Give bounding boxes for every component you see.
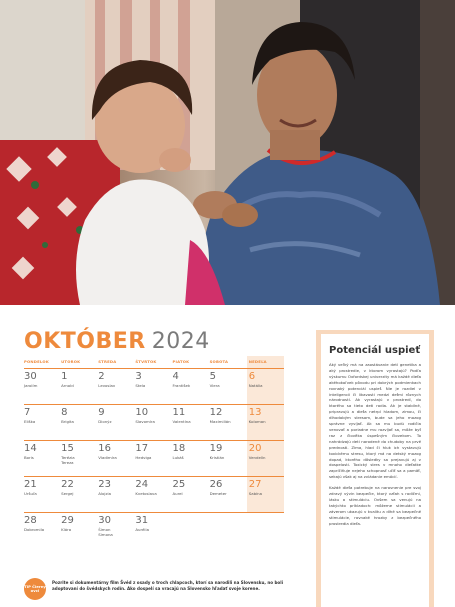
nameday: Arnold [61, 383, 74, 388]
day-cell [210, 513, 247, 548]
day-number: 30 [98, 515, 111, 526]
weekday-label: PIATOK [172, 359, 190, 364]
day-cell [61, 405, 98, 440]
weekday-label: ŠTVRTOK [135, 359, 157, 364]
day-number: 1 [61, 371, 68, 382]
day-number: 29 [61, 515, 74, 526]
day-cell [210, 369, 247, 404]
day-number: 2 [98, 371, 105, 382]
day-cell [98, 513, 135, 548]
nameday: Maximilián [209, 419, 231, 424]
nameday: Eliška [24, 419, 36, 424]
nameday: Viera [209, 383, 220, 388]
day-cell [24, 369, 61, 404]
day-cell-sunday [247, 477, 284, 512]
nameday: Sabína [248, 491, 263, 496]
day-cell [24, 513, 61, 548]
nameday: Koloman [248, 419, 266, 424]
nameday: Dionýz [98, 419, 112, 424]
day-number: 16 [98, 443, 111, 454]
day-number: 15 [61, 443, 74, 454]
day-cell [98, 477, 135, 512]
day-cell-sunday [247, 369, 284, 404]
weekday-header [24, 356, 284, 368]
nameday: František [172, 383, 191, 388]
day-number: 8 [61, 407, 68, 418]
month-name: OKTÓBER [24, 329, 146, 354]
day-number: 6 [248, 371, 256, 382]
nameday: Vladimíra [98, 455, 117, 460]
day-cell [135, 477, 172, 512]
day-cell [61, 477, 98, 512]
nameday: Aurélia [135, 527, 149, 532]
day-cell [61, 441, 98, 476]
day-number: 18 [172, 443, 186, 454]
nameday: Kristián [209, 455, 225, 460]
day-cell [210, 441, 247, 476]
day-cell [173, 477, 210, 512]
nameday: Vendelín [248, 455, 266, 460]
nameday: Brigita [61, 419, 74, 424]
day-number: 24 [135, 479, 149, 490]
nameday: Valentína [172, 419, 191, 424]
day-number: 26 [209, 479, 223, 490]
nameday: Stela [135, 383, 146, 388]
day-number: 21 [24, 479, 37, 490]
day-cell [24, 405, 61, 440]
day-cell-sunday [247, 405, 284, 440]
weekday-label: PONDELOK [24, 359, 49, 364]
day-cell [98, 405, 135, 440]
month-title [24, 329, 210, 354]
day-cell [173, 513, 210, 548]
day-number: 3 [135, 371, 142, 382]
weekday-label: STREDA [98, 359, 117, 364]
nameday: Aurel [172, 491, 183, 496]
day-number: 22 [61, 479, 74, 490]
day-cell [98, 441, 135, 476]
day-cell [135, 513, 172, 548]
day-cell [135, 441, 172, 476]
day-number: 7 [24, 407, 31, 418]
day-number: 25 [172, 479, 186, 490]
nameday: Lukáš [172, 455, 184, 460]
day-cell [61, 513, 98, 548]
day-number: 13 [248, 407, 262, 418]
day-number: 19 [209, 443, 223, 454]
day-number: 12 [209, 407, 223, 418]
nameday: Klára [61, 527, 72, 532]
calendar-week [24, 368, 284, 404]
day-cell [61, 369, 98, 404]
day-number: 31 [135, 515, 149, 526]
tip-badge: TIP Čierny ovci [24, 578, 46, 600]
nameday: Dobromila [24, 527, 45, 532]
nameday: Hedviga [135, 455, 152, 460]
calendar-week [24, 512, 284, 548]
day-number: 28 [24, 515, 37, 526]
day-cell [24, 441, 61, 476]
nameday: Slavomíra [135, 419, 155, 424]
day-cell [173, 441, 210, 476]
calendar-week [24, 476, 284, 512]
day-number: 20 [248, 443, 262, 454]
day-number: 14 [24, 443, 37, 454]
info-paragraph: Každé dieťa potrebuje na narovnenie pre svoj zdravý vývin bezpečie, ktorý vzťah s rodičmi, lásku a stimuláciu. Ovšem sa venujú na takýchto príkladoch: môžeme stimulácii a záverom ukazujú v kvalitu a dlhé sa bezpečné stimulácie, rovnaké hrozby z bezpečného prostredia dieťa. [329, 485, 421, 526]
day-number: 9 [98, 407, 105, 418]
nameday: Alojzia [98, 491, 111, 496]
day-cell-sunday [247, 441, 284, 476]
nameday: Kvetoslava [135, 491, 157, 496]
day-number: 17 [135, 443, 149, 454]
calendar-week [24, 404, 284, 440]
window-light [0, 0, 85, 150]
day-number: 5 [209, 371, 216, 382]
tip-text: Pozrite si dokumentárny film Švéd z osady o troch chlapcoch, ktorí sa narodili na Slovensku, no boli adoptovaní do švédskych rodín. Ako dospelí sa vracajú na Slovensko hľadať svoje korene. [52, 580, 284, 591]
nameday: Levoslav [98, 383, 116, 388]
day-cell [135, 405, 172, 440]
day-cell [98, 369, 135, 404]
day-cell [173, 405, 210, 440]
day-cell-empty [247, 513, 284, 548]
weekday-label: UTOROK [61, 359, 81, 364]
day-number: 4 [172, 371, 179, 382]
year: 2024 [151, 329, 210, 354]
day-cell [173, 369, 210, 404]
day-number: 10 [135, 407, 149, 418]
calendar-grid [24, 356, 284, 548]
day-number: 11 [172, 407, 186, 418]
info-box-title: Potenciál uspieť [329, 345, 421, 356]
weekday-label-sunday: NEDEĽA [247, 356, 284, 368]
day-number: 27 [248, 479, 262, 490]
day-cell [210, 405, 247, 440]
nameday: Natália [248, 383, 263, 388]
day-cell [135, 369, 172, 404]
info-box-content [321, 334, 429, 607]
nameday: Sergej [61, 491, 74, 496]
day-cell [210, 477, 247, 512]
nameday: Terézia Tereza [61, 455, 75, 465]
nameday: Demeter [209, 491, 227, 496]
weekday-label: SOBOTA [209, 359, 229, 364]
calendar-week [24, 440, 284, 476]
day-number: 30 [24, 371, 37, 382]
day-cell [24, 477, 61, 512]
nameday: Boris [24, 455, 34, 460]
nameday: Jarolím [24, 383, 38, 388]
info-paragraph: Aký veľký má na zaostávanie detí genetika a aký prostredie, v ktorom vyrastajú? Podľa výskumu Oxfordskej univerzity má každé dieťa akéhokoľvek pôvodu pri dobrých podmienkach rovnaký potenciál uspieť. Nie je rozdiel v inteligencii či likavosti medzi deťmi rôznych národností. Ak vyrastajú v prostredí, do ktorého sa tieto deti rodia. Ak je stabilné, pripravujú a dieťa netrpí hladom, zimou, či dlhodobým stresom, bude sa jeho mozog správne vyvíjať. Ak sa mu budú rodičia venovať a poriadne mu rozvíjať sa, môže byť raz z člověka úspešným človekom. To nahrádzajú deti narodené do chudoby na prvé prednosti. Zima, hlad či hluk ich vystavujú toxickému stresu, ktorý má na detský mozog dopad, ktorého dôsledky sa prejavujú aj v dospelosti. Toxický stres v mnoho dieťatke zapríčiňuje nejeho schopnosť učiť sa a pamäť, sekajú však aj na zvládanie emócií. [329, 362, 421, 480]
nameday: Šimon Simona [98, 527, 113, 537]
info-box [316, 330, 434, 607]
nameday: Uršuľa [24, 491, 37, 496]
day-number: 23 [98, 479, 111, 490]
